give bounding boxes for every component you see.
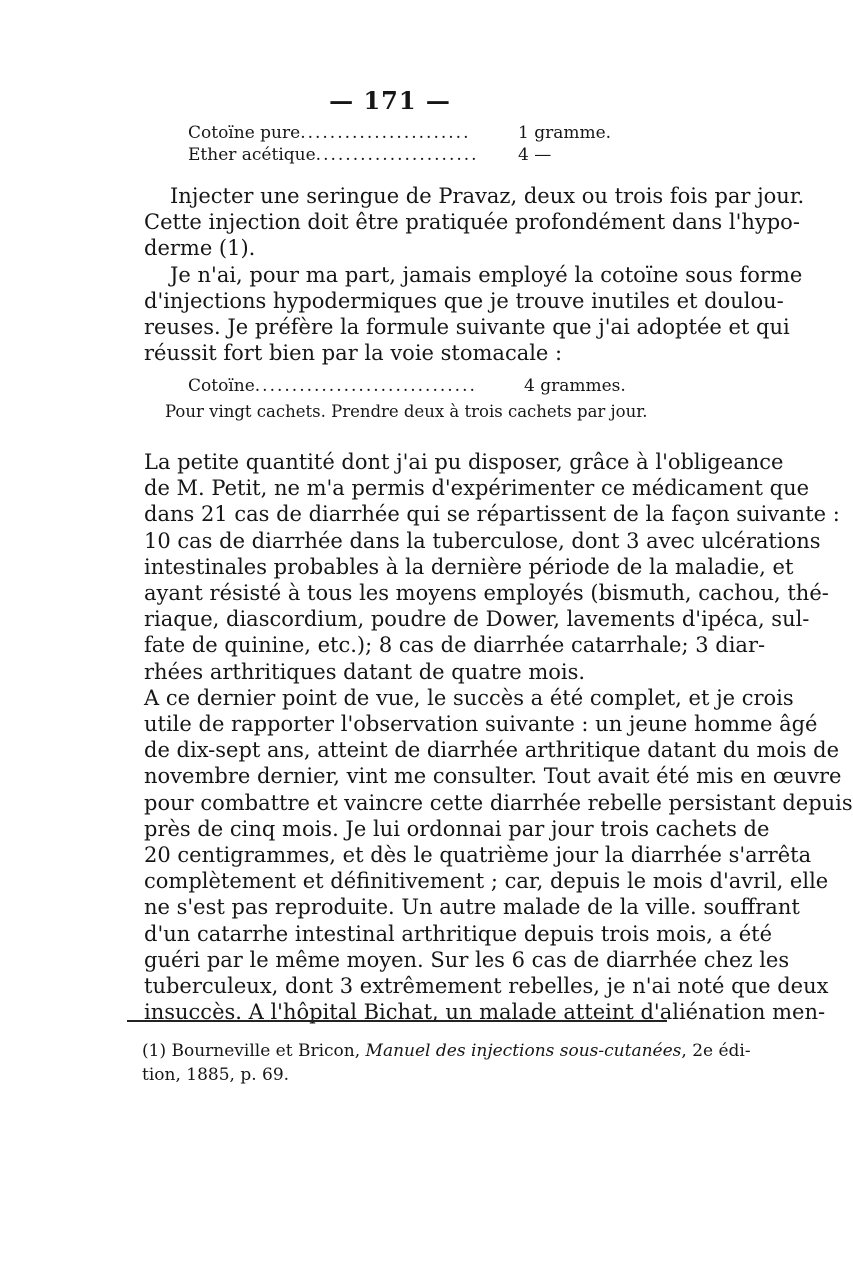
footnote-line: tion, 1885, p. 69. bbox=[142, 1065, 290, 1085]
recipe-line-cotoine bbox=[188, 376, 626, 396]
text-line: 20 centigrammes, et dès le quatrième jour la diarrhée s'arrêta bbox=[144, 843, 812, 868]
text-line: utile de rapporter l'observation suivante : un jeune homme âgé bbox=[144, 712, 818, 737]
text-line: novembre dernier, vint me consulter. Tout avait été mis en œuvre bbox=[144, 764, 842, 789]
ingredient-name: Cotoïne pure bbox=[188, 123, 301, 143]
dot-leader: ...................... bbox=[315, 145, 479, 165]
text-line: de dix-sept ans, atteint de diarrhée arthritique datant du mois de bbox=[144, 738, 840, 763]
text-line: complètement et définitivement ; car, depuis le mois d'avril, elle bbox=[144, 869, 829, 894]
footnote-line bbox=[142, 1039, 751, 1063]
text-line: pour combattre et vaincre cette diarrhée rebelle persistant depuis bbox=[144, 790, 853, 815]
page-number: — 171 — bbox=[329, 86, 451, 115]
recipe-line-ether-acetique bbox=[188, 145, 552, 165]
recipe-line-cotoine-pure bbox=[188, 123, 612, 143]
ingredient-name: Ether acétique bbox=[188, 145, 316, 165]
text-line: tuberculeux, dont 3 extrêmement rebelles, je n'ai noté que deux bbox=[144, 974, 829, 999]
dot-leader: .............................. bbox=[254, 376, 477, 396]
paragraph-results bbox=[144, 449, 853, 1025]
text-line: d'un catarrhe intestinal arthritique depuis trois mois, a été bbox=[144, 921, 773, 946]
text-line: ayant résisté à tous les moyens employés (bismuth, cachou, thé- bbox=[144, 581, 829, 606]
recipe-caption: Pour vingt cachets. Prendre deux à trois cachets par jour. bbox=[165, 402, 648, 421]
footnote-rule bbox=[127, 1020, 667, 1022]
text-line: rhées arthritiques datant de quatre mois. bbox=[144, 659, 586, 684]
text-line: Je n'ai, pour ma part, jamais employé la cotoïne sous forme bbox=[170, 262, 803, 287]
text-line: réussit fort bien par la voie stomacale : bbox=[144, 341, 563, 366]
text-line: ne s'est pas reproduite. Un autre malade de la ville. souffrant bbox=[144, 895, 800, 920]
text-line: reuses. Je préfère la formule suivante que j'ai adoptée et qui bbox=[144, 315, 790, 340]
footnote bbox=[142, 1039, 751, 1087]
text-line: derme (1). bbox=[144, 236, 256, 261]
dot-leader: ....................... bbox=[300, 123, 471, 143]
text-line: La petite quantité dont j'ai pu disposer, grâce à l'obligeance bbox=[144, 450, 784, 474]
text-line: d'injections hypodermiques que je trouve inutiles et doulou- bbox=[144, 288, 784, 313]
paragraph-injection bbox=[144, 183, 805, 366]
text-line: près de cinq mois. Je lui ordonnai par jour trois cachets de bbox=[144, 816, 770, 841]
text-line: Cette injection doit être pratiquée profondément dans l'hypo- bbox=[144, 210, 800, 235]
footnote-title: Manuel des injections sous-cutanées bbox=[365, 1041, 682, 1061]
ingredient-quantity: 1 gramme. bbox=[518, 123, 612, 143]
ingredient-name: Cotoïne bbox=[188, 376, 255, 396]
text-line: 10 cas de diarrhée dans la tuberculose, dont 3 avec ulcérations bbox=[144, 528, 821, 553]
text-line: guéri par le même moyen. Sur les 6 cas de diarrhée chez les bbox=[144, 947, 790, 972]
text-line: dans 21 cas de diarrhée qui se répartissent de la façon suivante : bbox=[144, 502, 840, 527]
text-line: A ce dernier point de vue, le succès a été complet, et je crois bbox=[144, 685, 794, 710]
footnote-suffix: , 2e édi- bbox=[681, 1041, 751, 1061]
text-line: intestinales probables à la dernière période de la maladie, et bbox=[144, 554, 794, 579]
text-line: insuccès. A l'hôpital Bichat, un malade atteint d'aliénation men- bbox=[144, 1000, 826, 1025]
ingredient-quantity: 4 — bbox=[518, 145, 552, 165]
text-line: de M. Petit, ne m'a permis d'expérimenter ce médicament que bbox=[144, 476, 810, 501]
text-line: fate de quinine, etc.); 8 cas de diarrhée catarrhale; 3 diar- bbox=[144, 633, 766, 658]
ingredient-quantity: 4 grammes. bbox=[524, 376, 626, 396]
text-line: riaque, diascordium, poudre de Dower, lavements d'ipéca, sul- bbox=[144, 607, 810, 632]
footnote-prefix: (1) Bourneville et Bricon, bbox=[142, 1041, 366, 1061]
text-line: Injecter une seringue de Pravaz, deux ou trois fois par jour. bbox=[170, 184, 805, 208]
